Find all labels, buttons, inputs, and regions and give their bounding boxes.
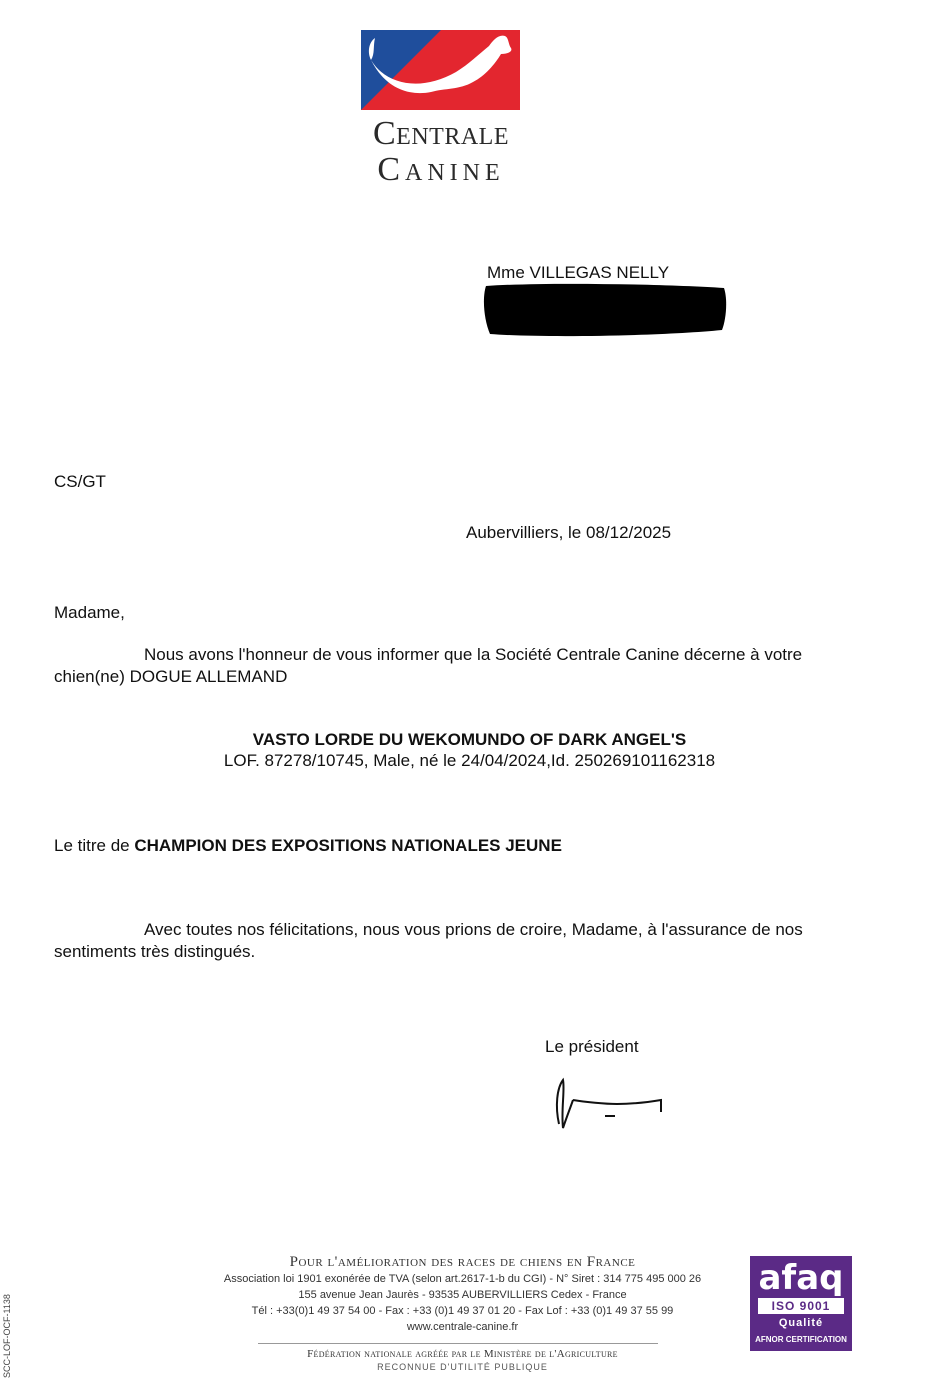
afaq-standard: ISO 9001 bbox=[758, 1298, 844, 1314]
signer-title: Le président bbox=[545, 1037, 639, 1056]
title-name: CHAMPION DES EXPOSITIONS NATIONALES JEUNE bbox=[134, 836, 562, 855]
intro-paragraph bbox=[54, 644, 874, 688]
footer-motto: Pour l'amélioration des races de chiens en France bbox=[289, 1254, 636, 1270]
salutation: Madame, bbox=[54, 603, 125, 622]
afaq-certifier: AFNOR CERTIFICATION bbox=[755, 1335, 847, 1344]
dog-name: VASTO LORDE DU WEKOMUNDO OF DARK ANGEL'S bbox=[252, 730, 687, 749]
footer-divider bbox=[258, 1343, 658, 1344]
footer-address: 155 avenue Jean Jaurès - 93535 AUBERVILLIERS Cedex - France bbox=[298, 1289, 627, 1301]
dog-details: LOF. 87278/10745, Male, né le 24/04/2024,Id. 250269101162318 bbox=[223, 751, 716, 770]
logo-wordmark bbox=[356, 116, 526, 188]
reference-code: CS/GT bbox=[54, 472, 106, 491]
signature-icon bbox=[545, 1066, 670, 1141]
title-line bbox=[54, 835, 562, 857]
afaq-certification-badge bbox=[750, 1256, 852, 1351]
centrale-canine-logo-icon bbox=[361, 30, 520, 110]
footer-association: Association loi 1901 exonérée de TVA (selon art.2617-1-b du CGI) - N° Siret : 314 775 495 000 26 bbox=[223, 1273, 702, 1285]
afaq-brand: afaq bbox=[758, 1258, 844, 1298]
closing-text: Avec toutes nos félicitations, nous vous prions de croire, Madame, à l'assurance de nos sentiments très distingués. bbox=[54, 920, 803, 961]
title-prefix: Le titre de bbox=[54, 836, 130, 855]
footer-phones: Tél : +33(0)1 49 37 54 00 - Fax : +33 (0)1 49 37 01 20 - Fax Lof : +33 (0)1 49 37 55 99 bbox=[251, 1305, 674, 1317]
date-line: Aubervilliers, le 08/12/2025 bbox=[466, 523, 672, 542]
redacted-address-block bbox=[482, 280, 728, 338]
footer bbox=[190, 1253, 735, 1335]
footer-website: www.centrale-canine.fr bbox=[406, 1321, 519, 1333]
footer-recognition: RECONNUE D'UTILITÉ PUBLIQUE bbox=[377, 1362, 548, 1372]
footer-federation: Fédération nationale agréée par le Ministère de l'Agriculture bbox=[307, 1348, 618, 1360]
recipient-name: Mme VILLEGAS NELLY bbox=[487, 263, 670, 282]
closing-paragraph bbox=[54, 919, 874, 963]
logo-line-1: Centrale bbox=[373, 115, 509, 152]
afaq-quality: Qualité bbox=[778, 1317, 824, 1329]
intro-text: Nous avons l'honneur de vous informer que la Société Centrale Canine décerne à votre chien(ne) DOGUE ALLEMAND bbox=[54, 645, 803, 686]
side-document-code: SCC-LOF-OCF-1138 bbox=[2, 1294, 12, 1378]
logo-line-2: Canine bbox=[377, 151, 505, 188]
